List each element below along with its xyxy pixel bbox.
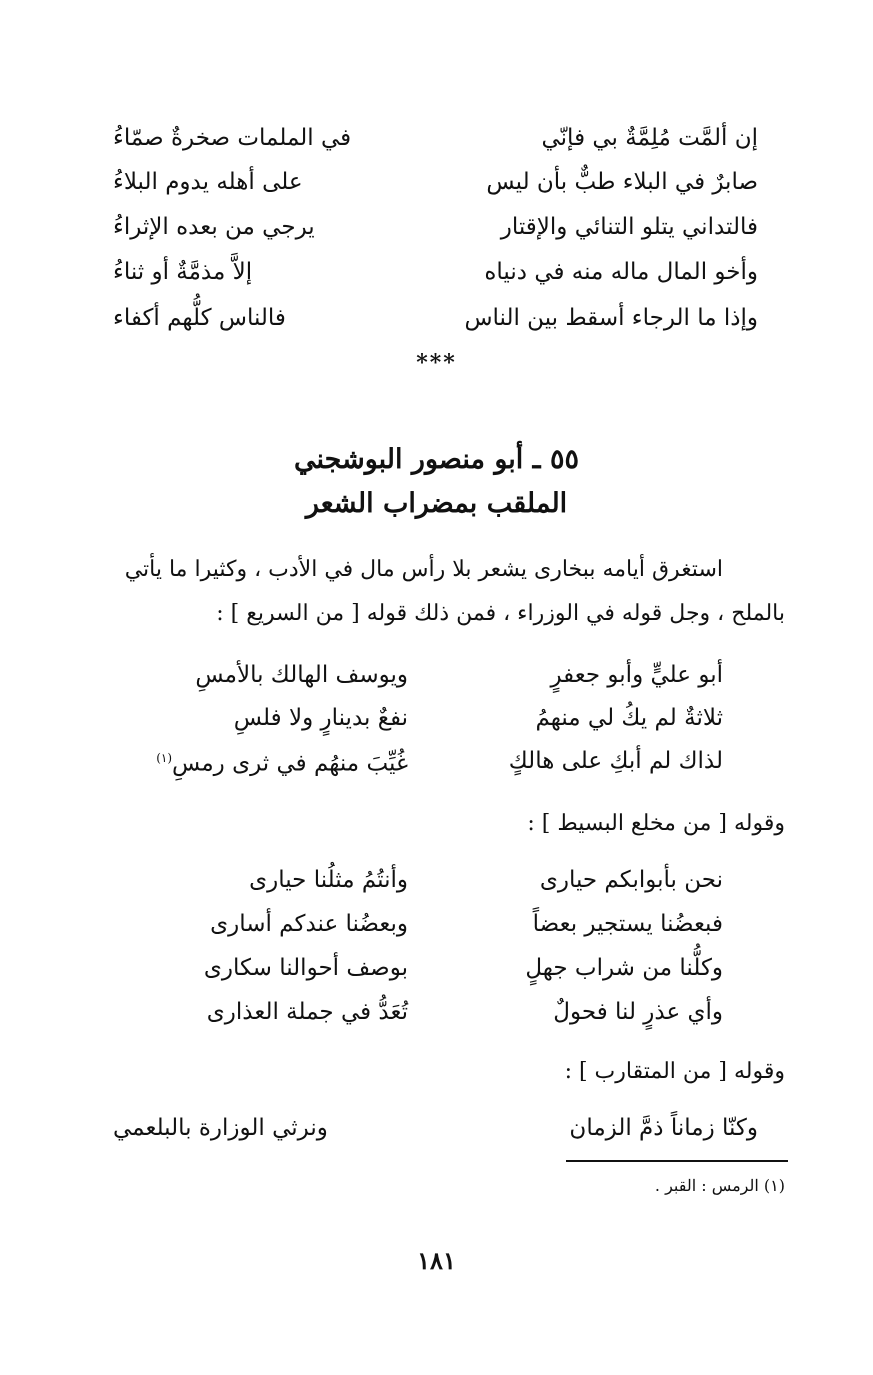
verse-first-hemistich: فبعضُنا يستجير بعضاً (532, 911, 723, 937)
verse-second-hemistich: فالناس كلُّهم أكفاء (113, 305, 286, 331)
footnote-divider (566, 1160, 788, 1162)
verse-row (113, 1108, 758, 1148)
verse-row (113, 120, 758, 156)
verse-row (133, 657, 723, 693)
verse-first-hemistich: وكلُّنا من شراب جهلٍ (525, 955, 723, 981)
verse-row (133, 743, 723, 779)
prose-line: بالملح ، وجل قوله في الوزراء ، فمن ذلك قوله [ من السريع ] : (216, 601, 785, 626)
section-title: ٥٥ ـ أبو منصور البوشجني (293, 444, 580, 475)
verse-first-hemistich: فالتداني يتلو التنائي والإقتار (500, 214, 758, 240)
verse-first-hemistich: وأخو المال ماله منه في دنياه (484, 259, 758, 285)
verse-first-hemistich: وأي عذرٍ لنا فحولٌ (553, 999, 723, 1025)
verse-second-hemistich: بوصف أحوالنا سكارى (203, 955, 408, 981)
verse-second-hemistich: ونرثي الوزارة بالبلعمي (113, 1115, 328, 1141)
verse-row (133, 906, 723, 942)
verse-second-hemistich: إلاَّ مذمَّةٌ أو ثناءُ (113, 259, 253, 285)
verse-second-hemistich: في الملمات صخرةٌ صمّاءُ (113, 125, 352, 151)
verse-row (133, 994, 723, 1030)
verse-row (133, 700, 723, 736)
verse-text: غُيِّبَ منهُم في ثرى رمسِ (172, 750, 408, 777)
verse-row (113, 164, 758, 200)
verse-first-hemistich: لذاك لم أبكِ على هالكٍ (508, 748, 723, 774)
verse-second-hemistich: وبعضُنا عندكم أسارى (210, 911, 408, 937)
verse-first-hemistich: أبو عليٍّ وأبو جعفرٍ (550, 662, 723, 688)
verse-second-hemistich: على أهله يدوم البلاءُ (113, 169, 303, 195)
verse-second-hemistich (133, 740, 408, 782)
prose-line: وقوله [ من مخلع البسيط ] : (527, 811, 785, 836)
verse-first-hemistich: نحن بأبوابكم حيارى (539, 867, 723, 893)
prose-line: استغرق أيامه ببخارى يشعر بلا رأس مال في الأدب ، وكثيرا ما يأتي (124, 557, 723, 582)
verse-row (113, 209, 758, 245)
section-separator: *** (416, 350, 457, 376)
page-number: ١٨١ (417, 1246, 456, 1275)
verse-row (113, 254, 758, 290)
footnote-marker: (١) (156, 751, 173, 766)
verse-row (133, 950, 723, 986)
verse-first-hemistich: وإذا ما الرجاء أسقط بين الناس (464, 305, 758, 331)
verse-row (133, 862, 723, 898)
verse-second-hemistich: يرجي من بعده الإثراءُ (113, 214, 315, 240)
section-subtitle: الملقب بمضراب الشعر (305, 488, 568, 519)
verse-first-hemistich: صابرٌ في البلاء طبٌّ بأن ليس (486, 169, 758, 195)
verse-first-hemistich: ثلاثةٌ لم يكُ لي منهمُ (535, 705, 723, 731)
footnote: (١) الرمس : القبر . (654, 1176, 785, 1195)
verse-second-hemistich: نفعٌ بدينارٍ ولا فلسِ (233, 705, 408, 731)
verse-second-hemistich: ويوسف الهالك بالأمسِ (195, 662, 408, 688)
prose-line: وقوله [ من المتقارب ] : (564, 1059, 785, 1084)
verse-second-hemistich: وأنتُمُ مثلُنا حيارى (249, 867, 408, 893)
verse-row (113, 300, 758, 336)
verse-second-hemistich: تُعَدُّ في جملة العذارى (206, 999, 408, 1025)
verse-first-hemistich: وكنّا زماناً ذمَّ الزمان (569, 1115, 758, 1141)
verse-first-hemistich: إن ألمَّت مُلِمَّةٌ بي فإنّي (541, 125, 758, 151)
